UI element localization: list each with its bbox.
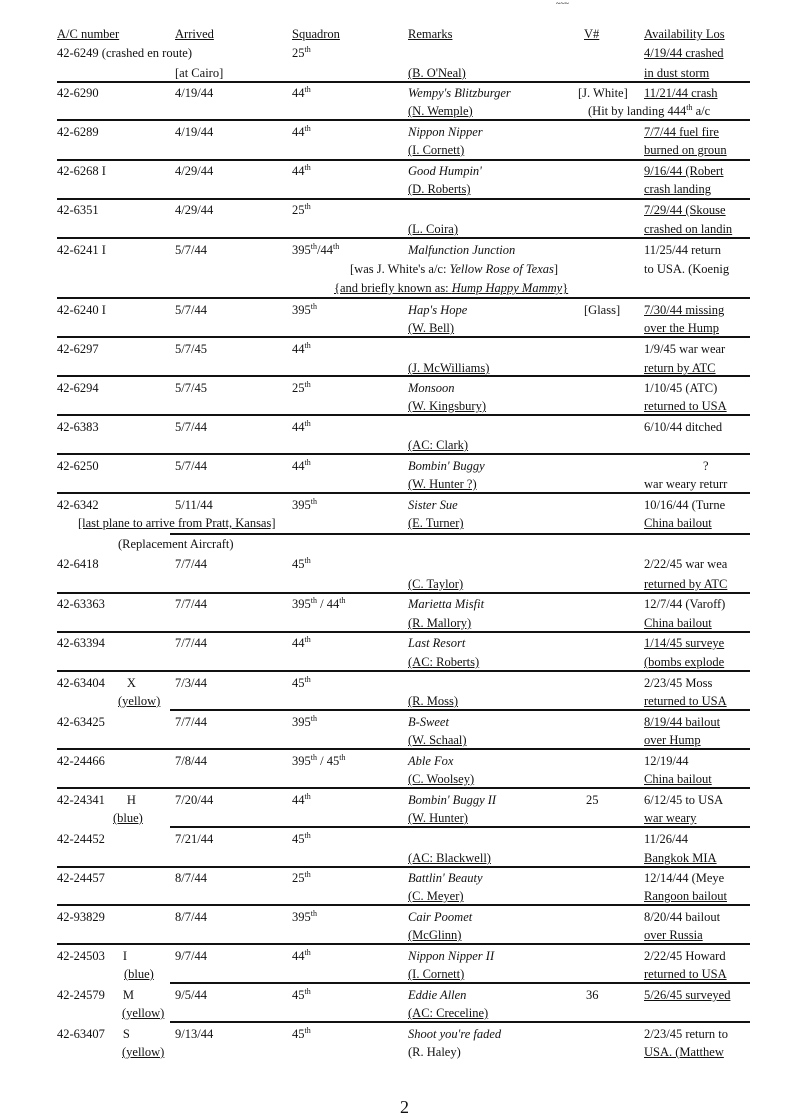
ac-number: 42-6418 [57,557,99,571]
availability-line: returned to USA [644,399,727,413]
availability-line: 12/14/44 (Meye [644,871,725,885]
arrived-date: 7/8/44 [175,754,207,768]
arrived-date: 8/7/44 [175,871,207,885]
squadron: 45th [292,556,311,571]
row-divider [57,159,750,161]
pilot-name: (W. Kingsbury) [408,399,487,413]
row-divider [170,826,750,828]
availability-line: 11/25/44 return [644,243,721,257]
header-arrived: Arrived [175,27,214,41]
squadron: 395th [292,302,317,317]
arrived-date: 7/3/44 [175,676,207,690]
availability-line: 12/7/44 (Varoff) [644,597,726,611]
pilot-name: (B. O'Neal) [408,66,466,80]
pilot-name: (J. McWilliams) [408,361,490,375]
row-divider [170,1021,750,1023]
row-divider [57,297,750,299]
ac-number: 42-6249 (crashed en route) [57,46,193,60]
pilot-name: (AC: Roberts) [408,655,480,669]
squadron: 395th [292,497,317,512]
row-divider [57,670,750,672]
ac-number: 42-63394 [57,636,105,650]
squadron: 44th [292,635,311,650]
squadron: 395th [292,909,317,924]
availability-line: 6/10/44 ditched [644,420,723,434]
row-divider [170,709,750,711]
arrived-date: 5/11/44 [175,498,213,512]
squadron: 44th [292,948,311,963]
pilot-name: (E. Turner) [408,516,464,530]
squadron: 45th [292,987,311,1002]
ac-number: 42-24457 [57,871,105,885]
ac-number: 42-6268 I [57,164,106,178]
aircraft-name: Last Resort [408,636,466,650]
aircraft-name: Malfunction Junction [408,243,516,257]
tail-letter: X [126,676,136,690]
pilot-name: (R. Mallory) [408,616,472,630]
availability-line: 2/23/45 Moss [644,676,713,690]
availability-line: 12/19/44 [644,754,689,768]
header-availability: Availability Los [644,27,725,41]
arrived-date: 5/7/44 [175,303,207,317]
availability-line: 2/23/45 return to [644,1027,729,1041]
arrived-date: 4/29/44 [175,203,214,217]
availability-line: crashed on landin [644,222,733,236]
row-divider [57,336,750,338]
row-divider [57,81,750,83]
aircraft-name: Sister Sue [408,498,458,512]
aircraft-name: Nippon Nipper [408,125,483,139]
tail-letter: I [122,949,128,963]
aircraft-alias: {and briefly known as: Hump Happy Mammy} [334,281,569,295]
availability-line: burned on groun [644,143,727,157]
arrived-date: 8/7/44 [175,910,207,924]
availability-line: returned to USA [644,967,727,981]
row-divider [57,119,750,121]
page-number: 2 [400,1097,409,1117]
v-number: [J. White] [578,86,628,100]
arrived-date: 9/5/44 [175,988,207,1002]
tail-letter: H [126,793,136,807]
availability-line: Rangoon bailout [644,889,727,903]
arrived-date: 5/7/44 [175,243,207,257]
aircraft-name: Marietta Misfit [408,597,485,611]
row-divider [57,631,750,633]
aircraft-name: B-Sweet [408,715,449,729]
aircraft-name: Cair Poomet [408,910,473,924]
ac-number: 42-24503 I [57,949,128,963]
row-divider [170,982,750,984]
v-number: [Glass] [584,303,621,317]
arrived-date: 4/19/44 [175,125,214,139]
aircraft-name: Bombin' Buggy II [408,793,497,807]
squadron: 44th [292,419,311,434]
pilot-name: (AC: Creceline) [408,1006,489,1020]
tail-color: (yellow) [118,694,161,708]
row-divider [57,492,750,494]
availability-line: over Hump [644,733,701,747]
availability-line: 9/16/44 (Robert [644,164,724,178]
availability-line: in dust storm [644,66,710,80]
availability-line: 7/29/44 (Skouse [644,203,726,217]
arrived-date: 9/7/44 [175,949,207,963]
ac-number: 42-63425 [57,715,105,729]
v-number: 25 [586,793,599,807]
squadron: 25th [292,202,311,217]
arrived-date: 5/7/45 [175,342,207,356]
squadron: 395th / 44th [292,596,346,611]
availability-line: 7/30/44 missing [644,303,725,317]
ac-number: 42-6294 [57,381,99,395]
ac-number: 42-6240 I [57,303,106,317]
squadron: 25th [292,870,311,885]
availability-line: 1/10/45 (ATC) [644,381,718,395]
arrived-date: 4/19/44 [175,86,214,100]
row-divider [170,533,750,535]
squadron: 25th [292,380,311,395]
arrived-date: 5/7/44 [175,420,207,434]
pilot-name: (W. Hunter ?) [408,477,477,491]
pilot-name: (AC: Clark) [408,438,469,452]
header-v-number: V# [584,27,600,41]
pilot-name: (W. Hunter) [408,811,468,825]
availability-line: 7/7/44 fuel fire [644,125,719,139]
row-divider [57,866,750,868]
availability-line: crash landing [644,182,711,196]
availability-line: 6/12/45 to USA [644,793,724,807]
aircraft-name: Hap's Hope [408,303,468,317]
ac-number: 42-6250 [57,459,99,473]
squadron: 44th [292,124,311,139]
availability-line: war weary returr [644,477,728,491]
availability-line: China bailout [644,616,712,630]
tail-color: (yellow) [122,1045,165,1059]
ac-number: 42-63404 X [57,676,136,690]
header-squadron: Squadron [292,27,340,41]
availability-line: return by ATC [644,361,716,375]
tail-letter: M [122,988,135,1002]
header-remarks: Remarks [408,27,453,41]
tail-letter: S [122,1027,130,1041]
row-divider [57,453,750,455]
ac-number: 42-24579 M [57,988,135,1002]
row-divider [57,237,750,239]
ac-number: 42-6290 [57,86,99,100]
row-divider [57,414,750,416]
top-edge-mark: ~~~ [556,0,569,8]
pilot-name: (R. Haley) [408,1045,461,1059]
row-divider [57,943,750,945]
arrived-date: 7/7/44 [175,557,207,571]
v-note: (Hit by landing 444th a/c [588,104,711,118]
availability-line: over Russia [644,928,703,942]
availability-line: ? [703,459,709,473]
pilot-name: (I. Cornett) [408,143,465,157]
availability-line: (bombs explode [644,655,725,669]
ac-number: 42-24341 H [57,793,136,807]
row-divider [57,787,750,789]
aircraft-name: Eddie Allen [408,988,467,1002]
aircraft-name: Bombin' Buggy [408,459,485,473]
pilot-name: (C. Meyer) [408,889,464,903]
ac-note: [at Cairo] [175,66,224,80]
arrived-date: 4/29/44 [175,164,214,178]
availability-line: 5/26/45 surveyed [644,988,731,1002]
header-ac-number: A/C number [57,27,120,41]
squadron: 44th [292,458,311,473]
availability-line: USA. (Matthew [644,1045,724,1059]
squadron: 395th/44th [292,242,340,257]
pilot-name: (N. Wemple) [408,104,473,118]
availability-line: returned to USA [644,694,727,708]
availability-line: 1/14/45 surveye [644,636,725,650]
arrived-date: 5/7/45 [175,381,207,395]
pilot-name: (McGlinn) [408,928,462,942]
squadron: 44th [292,341,311,356]
aircraft-name: Able Fox [408,754,454,768]
squadron: 44th [292,163,311,178]
aircraft-name: Nippon Nipper II [408,949,495,963]
pilot-name: (L. Coira) [408,222,458,236]
aircraft-name: Battlin' Beauty [408,871,483,885]
availability-line: 10/16/44 (Turne [644,498,726,512]
availability-line: 4/19/44 crashed [644,46,724,60]
ac-number: 42-6241 I [57,243,106,257]
availability-line: 2/22/45 war wea [644,557,728,571]
availability-line: over the Hump [644,321,719,335]
squadron: 395th / 45th [292,753,346,768]
pilot-name: (I. Cornett) [408,967,465,981]
aircraft-name: Wempy's Blitzburger [408,86,511,100]
tail-color: (blue) [124,967,154,981]
ac-number: 42-63363 [57,597,105,611]
squadron: 395th [292,714,317,729]
arrived-date: 5/7/44 [175,459,207,473]
ac-number: 42-93829 [57,910,105,924]
pilot-name: (R. Moss) [408,694,459,708]
aircraft-name: Good Humpin' [408,164,482,178]
availability-line: China bailout [644,772,712,786]
ac-number: 42-6289 [57,125,99,139]
ac-number: 42-6342 [57,498,99,512]
availability-line: 11/26/44 [644,832,688,846]
tail-color: (yellow) [122,1006,165,1020]
availability-line: 11/21/44 crash [644,86,718,100]
row-divider [57,904,750,906]
aircraft-note: [was J. White's a/c: Yellow Rose of Texas] [350,262,559,276]
arrived-date: 7/7/44 [175,636,207,650]
availability-line: 2/22/45 Howard [644,949,726,963]
ac-number: 42-6297 [57,342,99,356]
squadron: 44th [292,85,311,100]
pilot-name: (C. Taylor) [408,577,464,591]
v-number: 36 [586,988,599,1002]
aircraft-name: Monsoon [408,381,455,395]
pilot-name: (AC: Blackwell) [408,851,491,865]
squadron: 25th [292,45,311,60]
availability-line: war weary [644,811,697,825]
ac-note: (Replacement Aircraft) [118,537,234,551]
row-divider [57,375,750,377]
availability-line: returned by ATC [644,577,728,591]
availability-line: Bangkok MIA [644,851,717,865]
squadron: 45th [292,675,311,690]
ac-number: 42-24466 [57,754,105,768]
arrived-date: 7/7/44 [175,715,207,729]
arrived-date: 9/13/44 [175,1027,214,1041]
squadron: 45th [292,831,311,846]
row-divider [57,748,750,750]
arrived-date: 7/7/44 [175,597,207,611]
squadron: 45th [292,1026,311,1041]
ac-number: 42-6383 [57,420,99,434]
pilot-name: (D. Roberts) [408,182,471,196]
arrived-date: 7/20/44 [175,793,214,807]
row-divider [57,592,750,594]
availability-line: to USA. (Koenig [644,262,730,276]
pilot-name: (W. Bell) [408,321,455,335]
pilot-name: (W. Schaal) [408,733,467,747]
ac-note: [last plane to arrive from Pratt, Kansas] [78,516,276,530]
pilot-name: (C. Woolsey) [408,772,475,786]
ac-number: 42-24452 [57,832,105,846]
arrived-date: 7/21/44 [175,832,214,846]
aircraft-name: Shoot you're faded [408,1027,502,1041]
ac-number: 42-63407 S [57,1027,130,1041]
squadron: 44th [292,792,311,807]
availability-line: 1/9/45 war wear [644,342,726,356]
availability-line: 8/20/44 bailout [644,910,721,924]
ac-number: 42-6351 [57,203,99,217]
row-divider [57,198,750,200]
availability-line: 8/19/44 bailout [644,715,721,729]
tail-color: (blue) [113,811,143,825]
availability-line: China bailout [644,516,712,530]
